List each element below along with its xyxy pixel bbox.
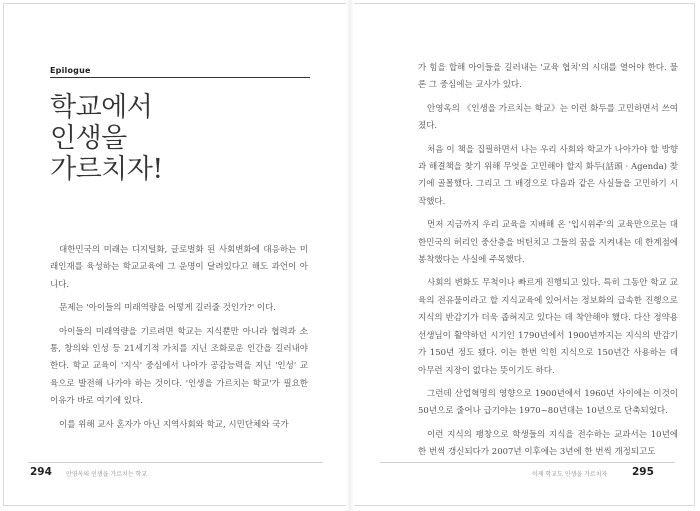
title-line-2: 인생을 [50,123,127,154]
section-rule [50,77,310,78]
page-number-left: 294 [30,466,52,478]
running-title-right: 이제 학교도 인생을 가르치자 [532,471,608,478]
paragraph: 사회의 변화도 무척이나 빠르게 진행되고 있다. 특히 그동안 학교 교육의 전유물이라고 할 지식교육에 있어서는 정보화의 급속한 진행으로 지식의 반감기가 더욱 좁혀지고 있다는 데 착안해야 했다. 다산 정약용 선생님이 활약하던 시기인 1790년에서 1900년까지는 지식의 반감기가 150년 정도 됐다. 이는 한번 익힌 지식으로 150년간 사용하는 데 아무런 지장이 없다는 뜻이기도 하다. [418,278,678,376]
footer-rule-right [380,462,675,463]
left-body-text [50,242,308,440]
page-number-right: 295 [632,466,654,478]
paragraph: 이를 위해 교사 혼자가 아닌 지역사회와 학교, 시민단체와 국가 [59,419,289,430]
right-body-text [418,60,678,468]
chapter-title [50,92,250,185]
title-line-1: 학교에서 [50,92,153,123]
paragraph: 문제는 '아이들의 미래역량을 어떻게 길러줄 것인가?' 이다. [59,303,276,314]
paragraph: 먼저 지금까지 우리 교육을 지배해 온 '입시위주'의 교육만으로는 대한민국의 허리인 중산층을 버틴치고 그들의 꿈을 지켜내는 데 한계점에 봉착했다는 사실에 주목했다. [418,220,678,266]
paragraph: 대한민국의 미래는 디지털화, 글로벌화 된 사회변화에 대응하는 미래인재를 육성하는 학교교육에 그 운명이 달려있다고 해도 과언이 아니다. [50,245,308,290]
paragraph: 아이들의 미래역량을 기르려면 학교는 지식뿐만 아니라 협력과 소통, 창의와 인성 등 21세기적 가치를 지닌 조화로운 인간을 길러내야 한다. 학교 교육이 '지식' 중심에서 나아가 공감능력을 지닌 '인성' 교육으로 발전해 나가야 하는 것이다. '인생을 가르치는 학교'가 필요한 이유가 바로 여기에 있다. [50,326,308,407]
paragraph: 가 힘을 합해 아이들을 길러내는 '교육 협치'의 시대를 열어야 한다. 물론 그 중심에는 교사가 있다. [418,63,678,91]
paragraph: 이런 지식의 팽창으로 학생들의 지식을 전수하는 교과서는 10년에 한 번씩 갱신되다가 2007년 이후에는 3년에 한 번씩 개정되고도 [418,429,678,458]
paragraph: 안영옥의 《인생을 가르치는 학교》는 이런 화두를 고민하면서 쓰여졌다. [418,103,678,132]
footer-rule-left [28,462,323,463]
paragraph: 그런데 산업혁명의 영향으로 1900년에서 1960년 사이에는 이것이 50년으로 줄어나 급기야는 1970~80년대는 10년으로 단축되었다. [418,388,678,417]
section-label: Epilogue [50,66,91,75]
paragraph: 처음 이 책을 집필하면서 나는 우리 사회와 학교가 나아가야 할 방향과 해결책을 찾기 위해 무엇을 고민해야 할지 화두(話頭 · Agenda) 찾기에 골몰했다. 그리고 그 배경으로 다음과 같은 사실들을 고민하기 시작했다. [418,144,678,207]
title-line-3: 가르치자! [50,154,163,185]
running-title-left: 안영옥의 인생을 가르치는 학교 [66,471,148,478]
